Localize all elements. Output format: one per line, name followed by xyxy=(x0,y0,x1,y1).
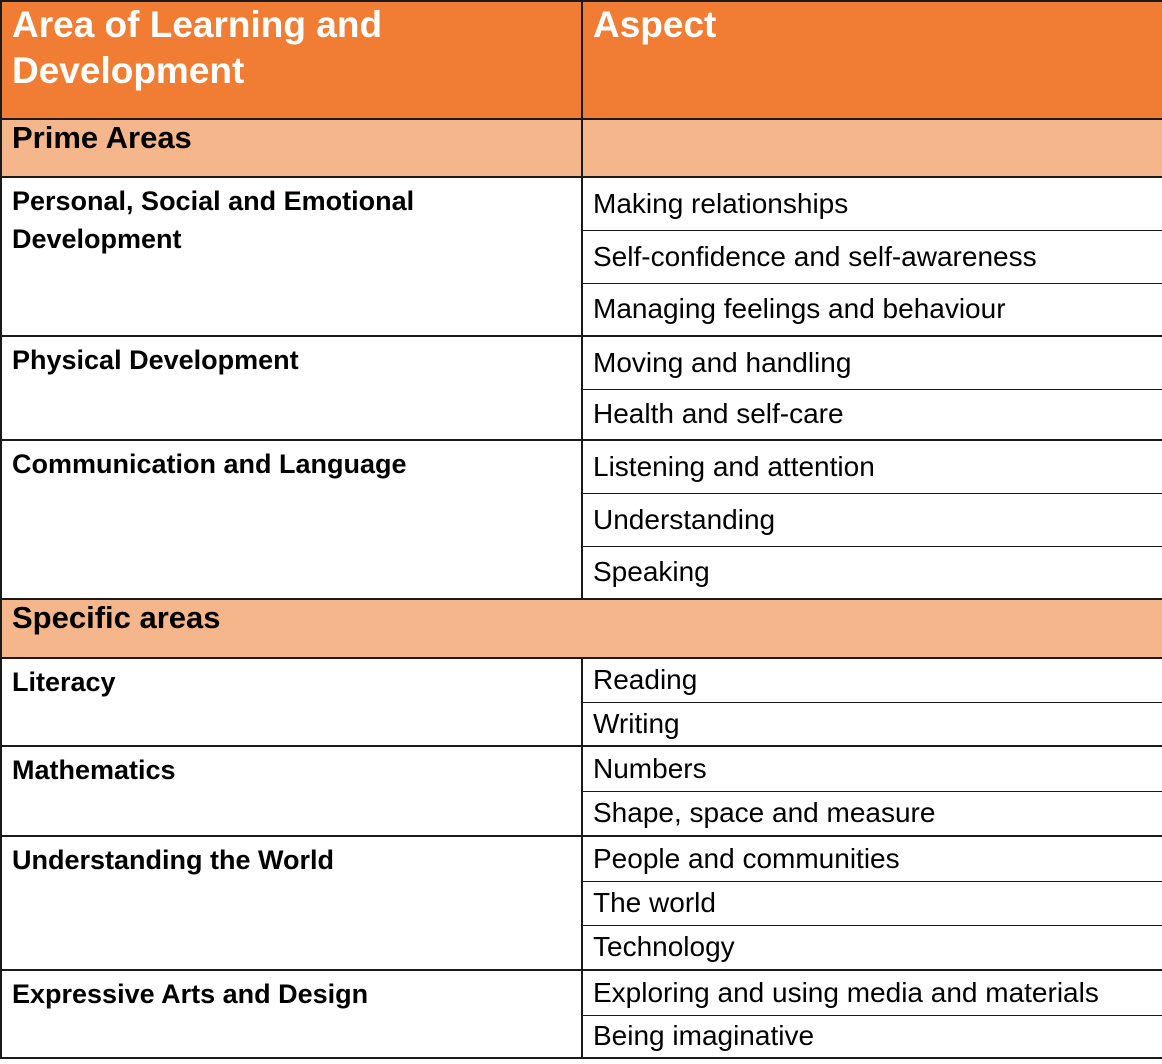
aspect-cell: Making relationships xyxy=(582,177,1162,230)
aspect-cell: Reading xyxy=(582,658,1162,702)
aspect-cell: Technology xyxy=(582,925,1162,970)
table-row xyxy=(1,658,1162,702)
aspect-cell: Shape, space and measure xyxy=(582,791,1162,836)
section-title-prime: Prime Areas xyxy=(1,119,582,177)
area-name: Mathematics xyxy=(1,746,582,836)
aspect-cell: Managing feelings and behaviour xyxy=(582,283,1162,336)
section-empty-cell xyxy=(582,119,1162,177)
area-name: Understanding the World xyxy=(1,836,582,970)
aspect-cell: Health and self-care xyxy=(582,389,1162,440)
aspect-cell: Self-confidence and self-awareness xyxy=(582,230,1162,283)
aspect-cell: Being imaginative xyxy=(582,1015,1162,1058)
area-name: Personal, Social and Emotional Development xyxy=(1,177,582,336)
aspect-cell: Exploring and using media and materials xyxy=(582,970,1162,1015)
aspect-cell: The world xyxy=(582,881,1162,925)
area-name: Literacy xyxy=(1,658,582,746)
aspect-cell: Speaking xyxy=(582,546,1162,599)
aspect-cell: Moving and handling xyxy=(582,336,1162,389)
column-header-aspect: Aspect xyxy=(582,1,1162,119)
table-row xyxy=(1,746,1162,791)
table-header-row xyxy=(1,1,1162,119)
aspect-cell: People and communities xyxy=(582,836,1162,881)
section-row-prime xyxy=(1,119,1162,177)
table-row xyxy=(1,970,1162,1015)
aspect-cell: Understanding xyxy=(582,493,1162,546)
column-header-area: Area of Learning and Development xyxy=(1,1,582,119)
table-row xyxy=(1,836,1162,881)
table-row xyxy=(1,177,1162,230)
aspect-cell: Numbers xyxy=(582,746,1162,791)
section-title-specific: Specific areas xyxy=(1,599,1162,658)
table-row xyxy=(1,440,1162,493)
aspect-cell: Writing xyxy=(582,702,1162,746)
section-row-specific xyxy=(1,599,1162,658)
area-name: Expressive Arts and Design xyxy=(1,970,582,1058)
aspect-cell: Listening and attention xyxy=(582,440,1162,493)
area-name: Physical Development xyxy=(1,336,582,440)
table-row xyxy=(1,336,1162,389)
area-name: Communication and Language xyxy=(1,440,582,599)
